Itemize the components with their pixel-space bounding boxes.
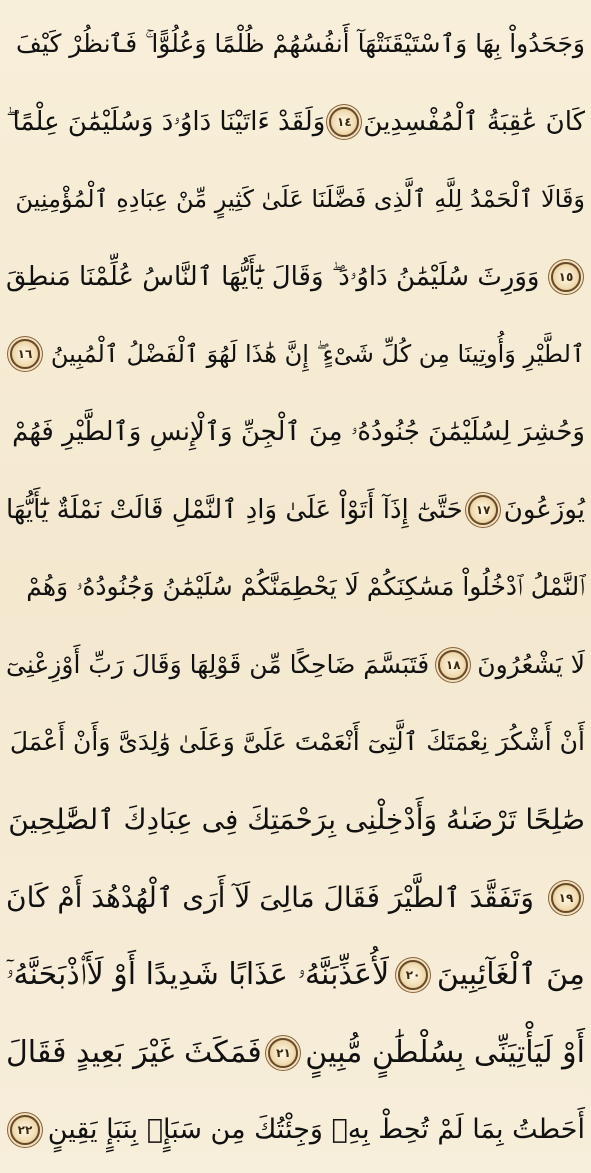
verse-line (6, 1100, 585, 1160)
verse-text: لَأُعَذِّبَنَّهُۥ عَذَابًا شَدِيدًا أَوْ لَأَا۟ذْبَحَنَّهُۥٓ (6, 957, 390, 993)
verse-text: أَنْ أَشْكُرَ نِعْمَتَكَ ٱلَّتِىٓ أَنْعَمْتَ عَلَىَّ وَعَلَىٰ وَٰلِدَىَّ وَأَنْ أَعْمَلَ (9, 727, 585, 757)
verse-line (6, 169, 585, 229)
verse-line (6, 557, 585, 617)
ayah-number-marker: ٢١ (268, 1038, 298, 1068)
verse-line (6, 945, 585, 1005)
ayah-number-marker: ١٧ (468, 495, 498, 525)
verse-text: أَوْ لَيَأْتِيَنِّى بِسُلْطَٰنٍ مُّبِينٍ (305, 1034, 585, 1070)
ayah-number-marker: ٢٠ (398, 960, 428, 990)
verse-text: أَحَطتُ بِمَا لَمْ تُحِطْ بِهِۦ وَجِئْتُكَ مِن سَبَإٍۭ بِنَبَإٍ يَقِينٍ (47, 1114, 585, 1146)
verse-text: فَمَكَثَ غَيْرَ بَعِيدٍ فَقَالَ (6, 1034, 262, 1070)
verse-text: فَتَبَسَّمَ ضَاحِكًا مِّن قَوْلِهَا وَقَالَ رَبِّ أَوْزِعْنِىٓ (6, 649, 430, 679)
verse-line (6, 712, 585, 772)
ayah-number-marker: ١٦ (10, 339, 40, 369)
verse-text: ٱلنَّمْلُ ٱدْخُلُواْ مَسَٰكِنَكُمْ لَا يَحْطِمَنَّكُمْ سُلَيْمَٰنُ وَجُنُودُهُۥ وَهُمْ (26, 572, 585, 602)
verse-text: لَا يَشْعُرُونَ (477, 649, 585, 679)
verse-text: وَتَفَقَّدَ ٱلطَّيْرَ فَقَالَ مَالِىَ لَآ أَرَى ٱلْهُدْهُدَ أَمْ كَانَ (6, 880, 534, 914)
verse-text: وَحُشِرَ لِسُلَيْمَٰنَ جُنُودُهُۥ مِنَ ٱلْجِنِّ وَٱلْإِنسِ وَٱلطَّيْرِ فَهُمْ (12, 417, 585, 447)
verse-line (6, 790, 585, 850)
verse-line (6, 868, 585, 928)
verse-text: وَوَرِثَ سُلَيْمَٰنُ دَاوُۥدَ ۖ وَقَالَ يَٰٓأَيُّهَا ٱلنَّاسُ عُلِّمْنَا مَنطِقَ (6, 261, 540, 292)
ayah-number-marker: ١٤ (329, 107, 359, 137)
verse-text: كَانَ عَٰقِبَةُ ٱلْمُفْسِدِينَ (363, 106, 585, 137)
verse-text: وَلَقَدْ ءَاتَيْنَا دَاوُۥدَ وَسُلَيْمَٰنَ عِلْمًا ۖ (6, 106, 326, 137)
verse-line (6, 480, 585, 540)
verse-text: مِنَ ٱلْغَآئِبِينَ (436, 957, 585, 993)
verse-text: صَٰلِحًا تَرْضَىٰهُ وَأَدْخِلْنِى بِرَحْمَتِكَ فِى عِبَادِكَ ٱلصَّٰلِحِينَ (8, 803, 585, 836)
verse-line (6, 324, 585, 384)
verse-text: يُوزَعُونَ (503, 494, 585, 525)
ayah-number-marker: ٢٢ (10, 1115, 40, 1145)
verse-text: ٱلطَّيْرِ وَأُوتِينَا مِن كُلِّ شَىْءٍ ۖ إِنَّ هَٰذَا لَهُوَ ٱلْفَضْلُ ٱلْمُبِينُ (50, 340, 585, 369)
verse-text: وَقَالَا ٱلْحَمْدُ لِلَّهِ ٱلَّذِى فَضَّلَنَا عَلَىٰ كَثِيرٍ مِّنْ عِبَادِهِ ٱلْمُؤْمِنِينَ (15, 185, 585, 214)
verse-line (6, 14, 585, 74)
verse-line (6, 1023, 585, 1083)
verse-line (6, 247, 585, 307)
ayah-number-marker: ١٨ (438, 650, 468, 680)
verse-text: حَتَّىٰٓ إِذَآ أَتَوْاْ عَلَىٰ وَادِ ٱلنَّمْلِ قَالَتْ نَمْلَةٌ يَٰٓأَيُّهَا (6, 494, 463, 525)
ayah-number-marker: ١٩ (551, 883, 581, 913)
verse-text: وَجَحَدُواْ بِهَا وَٱسْتَيْقَنَتْهَآ أَنفُسُهُمْ ظُلْمًا وَعُلُوًّا ۚ فَٱنظُرْ كَيْفَ (16, 29, 585, 58)
verse-line (6, 402, 585, 462)
verse-line (6, 92, 585, 152)
ayah-number-marker: ١٥ (551, 262, 581, 292)
verse-line (6, 635, 585, 695)
